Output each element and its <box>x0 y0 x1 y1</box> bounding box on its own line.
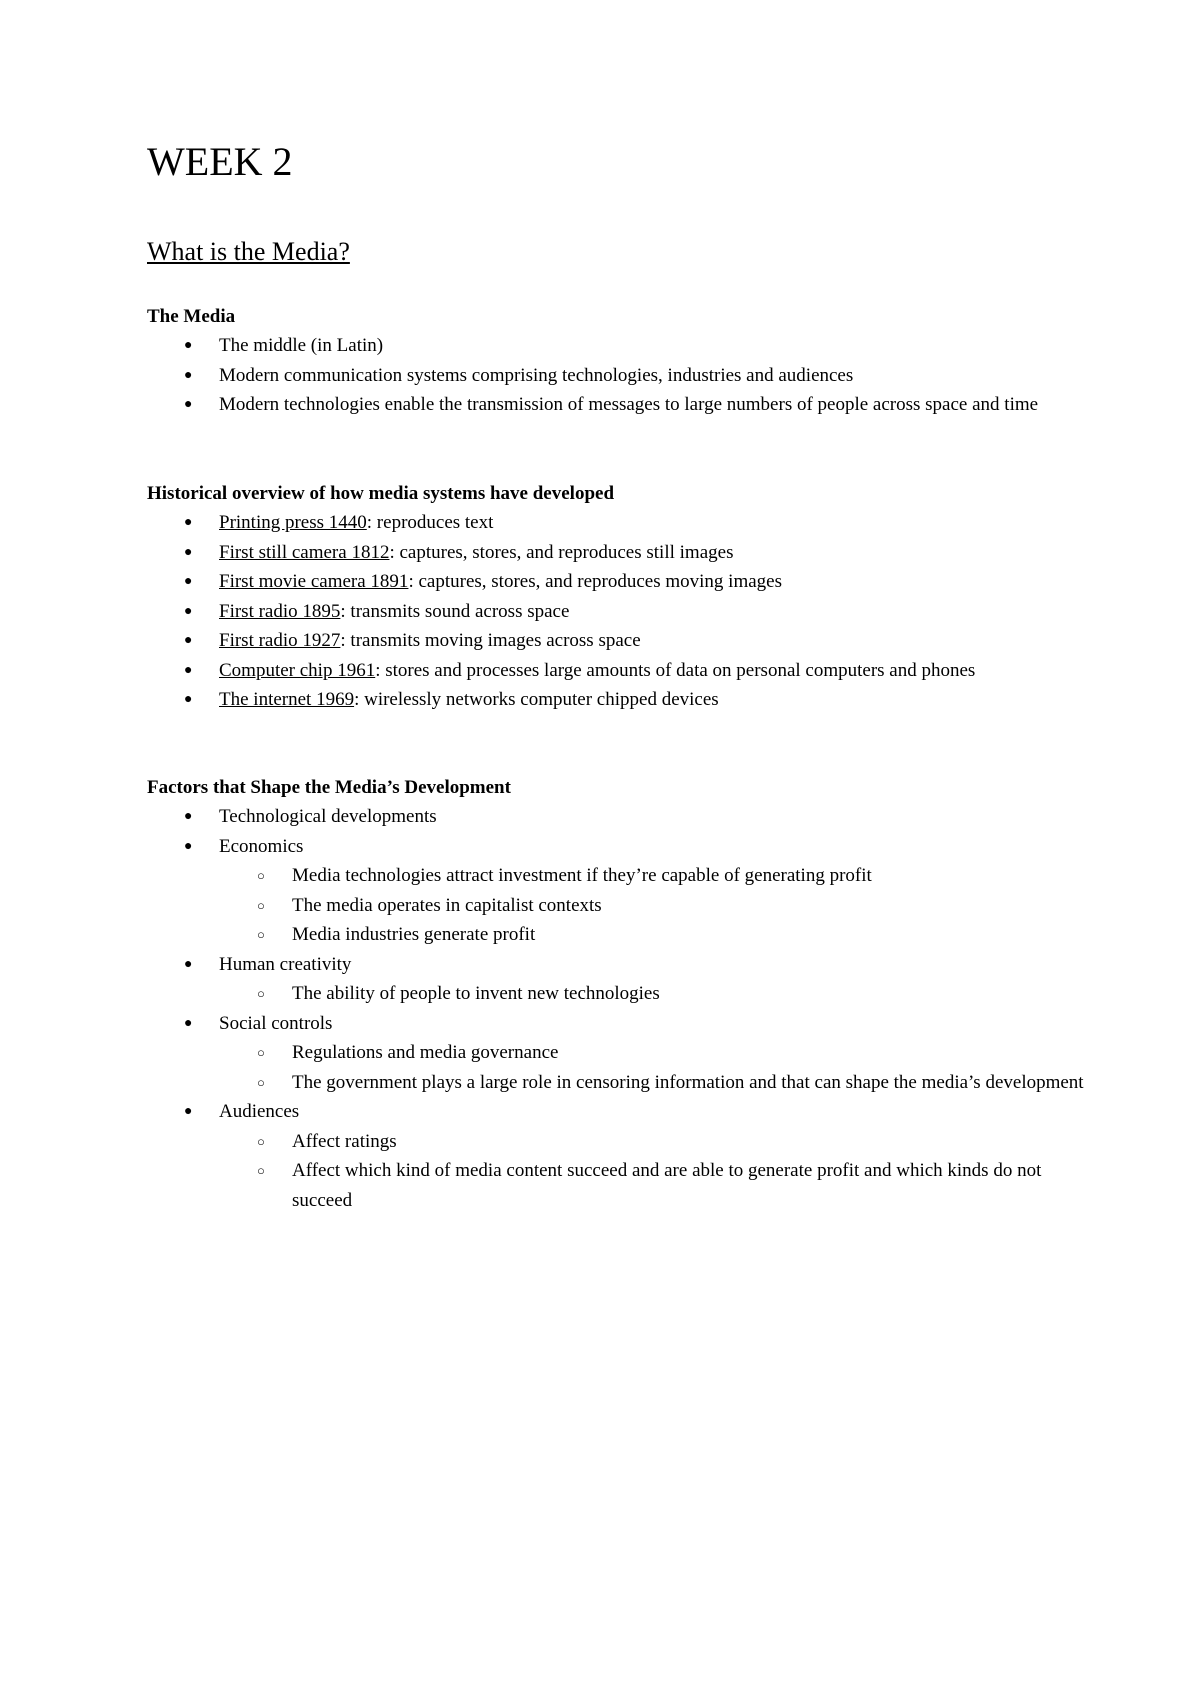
list-item-text: The middle (in Latin) <box>219 335 384 356</box>
list-item <box>147 802 1087 832</box>
list-item-term: First radio 1895 <box>219 600 341 622</box>
list-item-text: : captures, stores, and reproduces still images <box>389 541 734 563</box>
sub-list-item <box>219 1038 1087 1068</box>
list-item <box>147 331 1087 361</box>
sub-bullet-list <box>219 1038 1087 1097</box>
sub-list-item-text: The government plays a large role in censoring information and that can shape the media’s development <box>292 1071 1084 1093</box>
sub-list-item-text: The ability of people to invent new technologies <box>292 983 660 1004</box>
list-item-text: Technological developments <box>219 806 437 827</box>
bullet-circle-icon: ○ <box>257 986 265 1001</box>
sub-list-item <box>219 979 1087 1009</box>
sub-list-item <box>219 1127 1087 1157</box>
sub-list-item-text: Media technologies attract investment if they’re capable of generating profit <box>292 865 872 886</box>
page-subtitle: What is the Media? <box>147 237 350 266</box>
list-item <box>147 685 1087 715</box>
sub-list-item-text: Affect which kind of media content succeed and are able to generate profit and which kinds do not succeed <box>292 1160 1042 1211</box>
bullet-circle-icon: ○ <box>257 868 265 883</box>
section-heading: Historical overview of how media systems have developed <box>147 483 615 504</box>
sub-list-item <box>219 861 1087 891</box>
sub-list-item <box>219 1156 1087 1215</box>
list-item <box>147 567 1087 597</box>
bullet-list <box>147 508 1087 715</box>
list-item-term: First radio 1927 <box>219 630 341 651</box>
bullet-circle-icon: ○ <box>257 927 265 942</box>
bullet-dot-icon: ● <box>184 544 193 560</box>
bullet-list <box>147 802 1087 1215</box>
bullet-dot-icon: ● <box>184 692 193 707</box>
bullet-dot-icon: ● <box>184 1015 193 1031</box>
sub-list-item <box>219 920 1087 950</box>
list-item-text: Social controls <box>219 1012 333 1034</box>
list-item <box>147 656 1087 686</box>
page-title: WEEK 2 <box>147 139 293 184</box>
list-item <box>147 597 1087 627</box>
section-heading: The Media <box>147 306 236 327</box>
sub-bullet-list <box>219 861 1087 950</box>
bullet-dot-icon: ● <box>184 603 193 619</box>
bullet-dot-icon: ● <box>184 338 193 353</box>
sub-bullet-list <box>219 979 1087 1009</box>
bullet-circle-icon: ○ <box>257 1133 265 1149</box>
sub-list-item-text: Regulations and media governance <box>292 1042 559 1063</box>
section-heading: Factors that Shape the Media’s Development <box>147 777 511 798</box>
list-item <box>147 832 1087 950</box>
bullet-circle-icon: ○ <box>257 1074 265 1090</box>
list-item <box>147 538 1087 568</box>
section-factors <box>147 773 1087 1215</box>
list-item-term: First movie camera 1891 <box>219 571 409 592</box>
sub-list-item <box>219 1068 1087 1098</box>
list-item-text: : transmits moving images across space <box>340 630 641 651</box>
document-body <box>147 138 1087 1211</box>
bullet-circle-icon: ○ <box>257 1163 265 1178</box>
list-item-term: First still camera 1812 <box>219 541 390 563</box>
list-item-text: Human creativity <box>219 953 352 975</box>
list-item-text: Audiences <box>219 1101 300 1122</box>
sub-bullet-list <box>219 1127 1087 1216</box>
bullet-dot-icon: ● <box>184 809 193 824</box>
list-item <box>147 1097 1087 1215</box>
list-item-text: : captures, stores, and reproduces moving images <box>408 571 782 592</box>
bullet-dot-icon: ● <box>184 515 193 530</box>
bullet-dot-icon: ● <box>184 1104 193 1119</box>
list-item-term: Printing press 1440 <box>219 512 367 533</box>
bullet-list <box>147 331 1087 420</box>
sub-list-item-text: Affect ratings <box>292 1130 397 1152</box>
bullet-dot-icon: ● <box>184 367 193 383</box>
bullet-dot-icon: ● <box>184 662 193 678</box>
list-item <box>147 626 1087 656</box>
section-the-media <box>147 302 1087 420</box>
bullet-dot-icon: ● <box>184 633 193 648</box>
sub-list-item <box>219 891 1087 921</box>
bullet-dot-icon: ● <box>184 574 193 589</box>
sub-list-item-text: The media operates in capitalist contexts <box>292 894 602 916</box>
list-item-text: Economics <box>219 835 304 857</box>
bullet-circle-icon: ○ <box>257 1045 265 1060</box>
list-item-text: Modern communication systems comprising technologies, industries and audiences <box>219 364 854 386</box>
section-historical-overview <box>147 479 1087 715</box>
list-item <box>147 508 1087 538</box>
list-item-text: : reproduces text <box>366 512 494 533</box>
list-item-text: : wirelessly networks computer chipped devices <box>354 689 719 710</box>
list-item-term: Computer chip 1961 <box>219 659 376 681</box>
list-item-text: : stores and processes large amounts of data on personal computers and phones <box>375 659 976 681</box>
bullet-circle-icon: ○ <box>257 897 265 913</box>
sub-list-item-text: Media industries generate profit <box>292 924 536 945</box>
bullet-dot-icon: ● <box>184 956 193 972</box>
list-item <box>147 361 1087 391</box>
bullet-dot-icon: ● <box>184 397 193 412</box>
list-item <box>147 390 1087 420</box>
bullet-dot-icon: ● <box>184 838 193 854</box>
list-item-text: : transmits sound across space <box>340 600 570 622</box>
list-item-text: Modern technologies enable the transmission of messages to large numbers of people across space and time <box>219 394 1039 415</box>
list-item-term: The internet 1969 <box>219 689 355 710</box>
list-item <box>147 1009 1087 1098</box>
list-item <box>147 950 1087 1009</box>
